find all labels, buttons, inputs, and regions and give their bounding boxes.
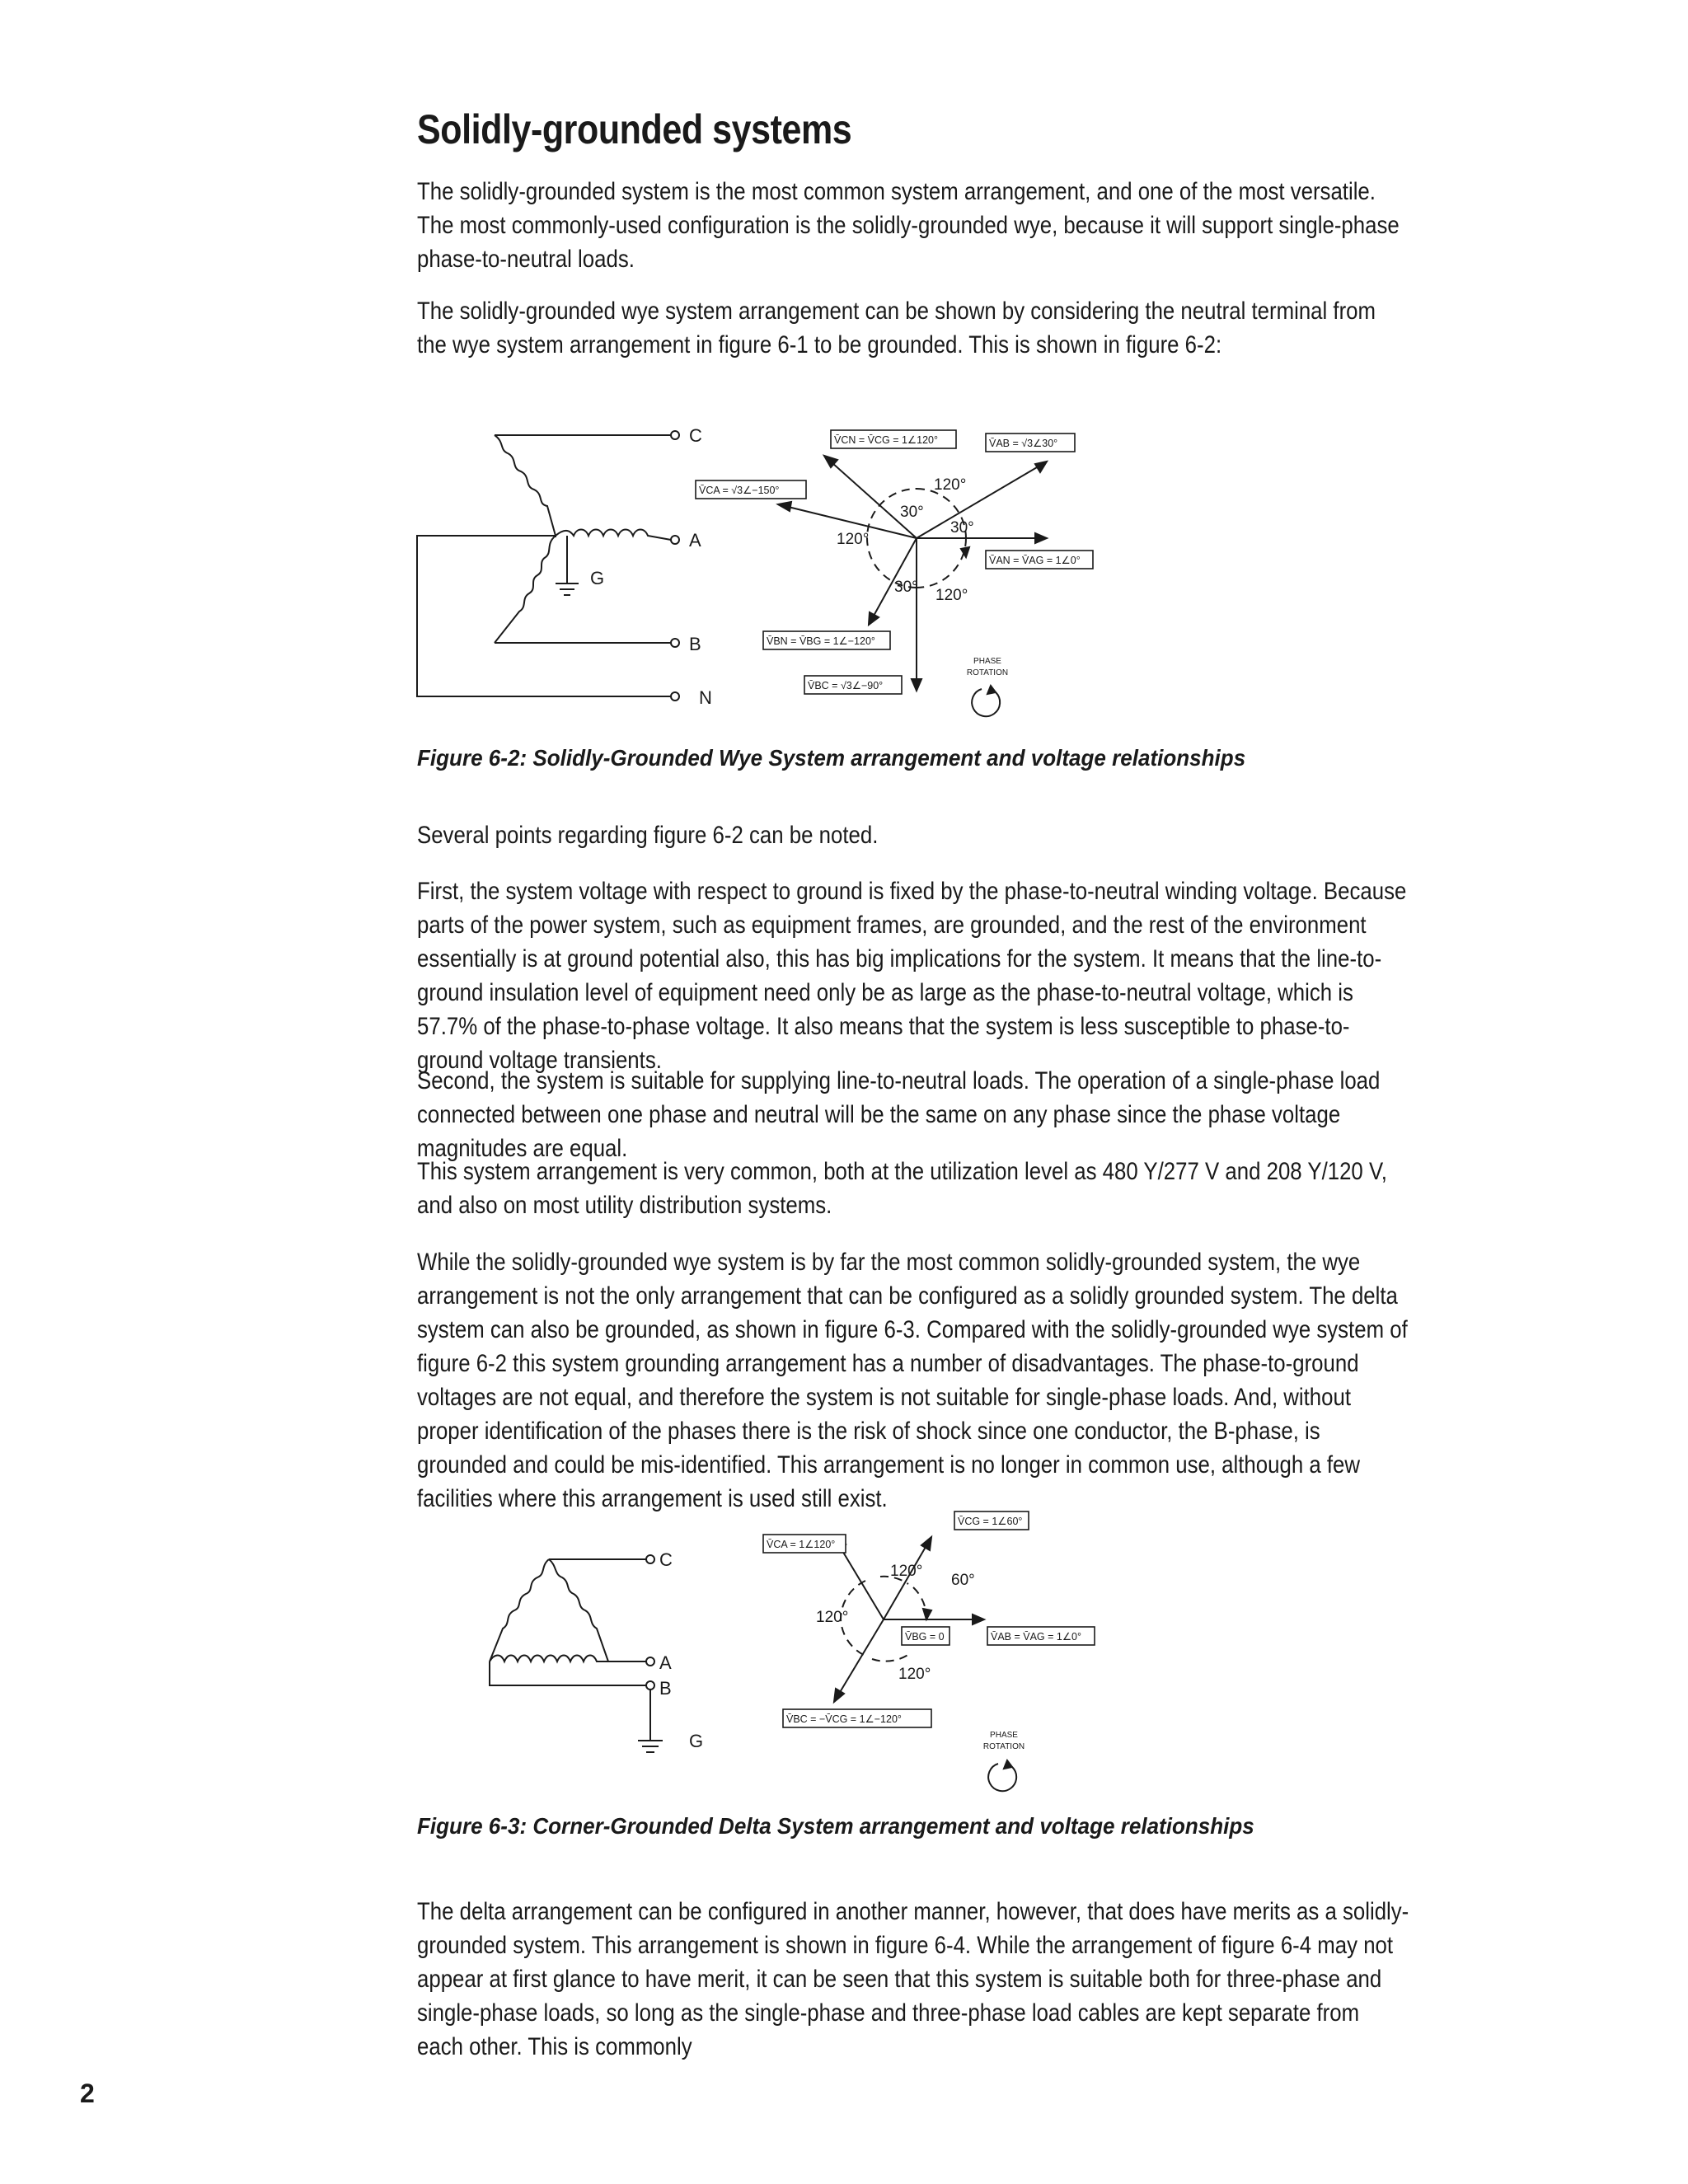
body-paragraph-4: This system arrangement is very common, both at the utilization level as 480 Y/277 V and 208 Y/120 V, and also on most utility distribution systems. — [417, 1158, 1387, 1219]
phasor-diagram — [778, 456, 1047, 691]
phase-rotation-label-line2: ROTATION — [966, 668, 1009, 677]
angle-120-top-63: 120° — [890, 1563, 923, 1580]
phasor-cg-label-63: V̄CG = 1∠60° — [958, 1516, 1023, 1527]
terminal-a-label: A — [689, 530, 701, 551]
phasor-ab-label-63: V̄AB = V̄AG = 1∠0° — [991, 1631, 1082, 1643]
section-heading: Solidly-grounded systems — [417, 106, 852, 152]
rotation-arrow-icon — [972, 686, 1000, 716]
phasor-bc-label: V̄BC = √3∠−90° — [808, 680, 884, 691]
phasor-bg-label-63: V̄BG = 0 — [905, 1631, 945, 1643]
figure-6-3-caption: Figure 6-3: Corner-Grounded Delta System arrangement and voltage relationships — [417, 1813, 1254, 1839]
figure-6-3-diagram — [462, 1500, 1104, 1797]
terminal-g-label-63: G — [689, 1731, 704, 1751]
phasor-bn-label: V̄BN = V̄BG = 1∠−120° — [767, 635, 875, 647]
angle-120-left: 120° — [837, 531, 870, 548]
angle-120-left-63: 120° — [816, 1609, 849, 1626]
angle-120-bottom-63: 120° — [898, 1666, 931, 1683]
terminal-b-label: B — [689, 634, 701, 654]
body-paragraph-1: Several points regarding figure 6-2 can be noted. — [417, 822, 879, 849]
phasor-ab-label: V̄AB = √3∠30° — [989, 438, 1058, 449]
page-number: 2 — [80, 2079, 95, 2108]
phasor-an-label: V̄AN = V̄AG = 1∠0° — [989, 555, 1081, 566]
phasor-cn-label: V̄CN = V̄CG = 1∠120° — [834, 434, 938, 446]
figure-6-2-caption: Figure 6-2: Solidly-Grounded Wye System arrangement and voltage relationships — [417, 745, 1246, 771]
terminal-n-label: N — [699, 687, 712, 708]
angle-120-top: 120° — [934, 476, 967, 494]
angle-30-bottom: 30° — [894, 579, 918, 596]
intro-paragraph-1: The solidly-grounded system is the most common system arrangement, and one of the most versatile. The most commonly-used configuration is the solidly-grounded wye, because it will support single-phase phase-to-neutral loads. — [417, 178, 1400, 273]
phase-rotation-label-line1: PHASE — [973, 657, 1001, 666]
phase-rotation-label-line1-63: PHASE — [990, 1731, 1018, 1740]
angle-60-63: 60° — [951, 1572, 975, 1589]
terminal-g-label: G — [590, 568, 605, 588]
terminal-b-label-63: B — [659, 1678, 672, 1699]
body-paragraph-5: While the solidly-grounded wye system is by far the most common solidly-grounded system, the wye arrangement is not the only arrangement that can be configured as a solidly grounded system. The delta system can also be grounded, as shown in figure 6-3. Compared with the solidly-grounded wye system of figure 6-2 this system grounding arrangement has a number of disadvantages. The phase-to-ground voltages are not equal, and therefore the system is not suitable for single-phase loads. And, without proper identification of the phases there is the risk of shock since one conductor, the B-phase, is grounded and could be mis-identified. This arrangement is no longer in common use, although a few facilities where this arrangement is used still exist. — [417, 1249, 1408, 1512]
body-paragraph-6: The delta arrangement can be configured in another manner, however, that does have merits as a solidly-grounded system. This arrangement is shown in figure 6-4. While the arrangement of figure 6-4 may not appear at first glance to have merit, it can be seen that this system is suitable both for three-phase and single-phase loads, so long as the single-phase and three-phase load cables are kept separate from each other. This is commonly — [417, 1898, 1409, 2060]
phasor-ca-label-63: V̄CA = 1∠120° — [767, 1539, 836, 1550]
terminal-c-label: C — [689, 425, 702, 446]
intro-paragraph-2: The solidly-grounded wye system arrangement can be shown by considering the neutral terminal from the wye system arrangement in figure 6-1 to be grounded. This is shown in figure 6-2: — [417, 298, 1376, 359]
rotation-arrow-icon-63 — [988, 1760, 1016, 1791]
terminal-c-label-63: C — [659, 1549, 673, 1570]
figure-6-2-diagram — [404, 412, 1113, 733]
angle-120-bottom: 120° — [935, 587, 968, 604]
wye-winding-schematic — [417, 431, 679, 701]
body-paragraph-2: First, the system voltage with respect to ground is fixed by the phase-to-neutral winding voltage. Because parts of the power system, such as equipment frames, are grounded, and the rest of the environment essentially is at ground potential also, this has big implications for the system. It means that the line-to-ground insulation level of equipment need only be as large as the phase-to-neutral voltage, which is 57.7% of the phase-to-phase voltage. It also means that the system is less susceptible to phase-to-ground voltage transients. — [417, 878, 1407, 1074]
delta-winding-schematic — [490, 1555, 663, 1752]
angle-30-top: 30° — [900, 504, 924, 521]
phasor-ca-label: V̄CA = √3∠−150° — [699, 485, 780, 496]
terminal-a-label-63: A — [659, 1652, 672, 1673]
phasor-bc-label-63: V̄BC = −V̄CG = 1∠−120° — [786, 1713, 902, 1725]
angle-30-right: 30° — [950, 519, 974, 537]
body-paragraph-3: Second, the system is suitable for supplying line-to-neutral loads. The operation of a single-phase load connected between one phase and neutral will be the same on any phase since the phase voltage magnitudes are equal. — [417, 1067, 1381, 1162]
phase-rotation-label-line2-63: ROTATION — [982, 1742, 1025, 1751]
